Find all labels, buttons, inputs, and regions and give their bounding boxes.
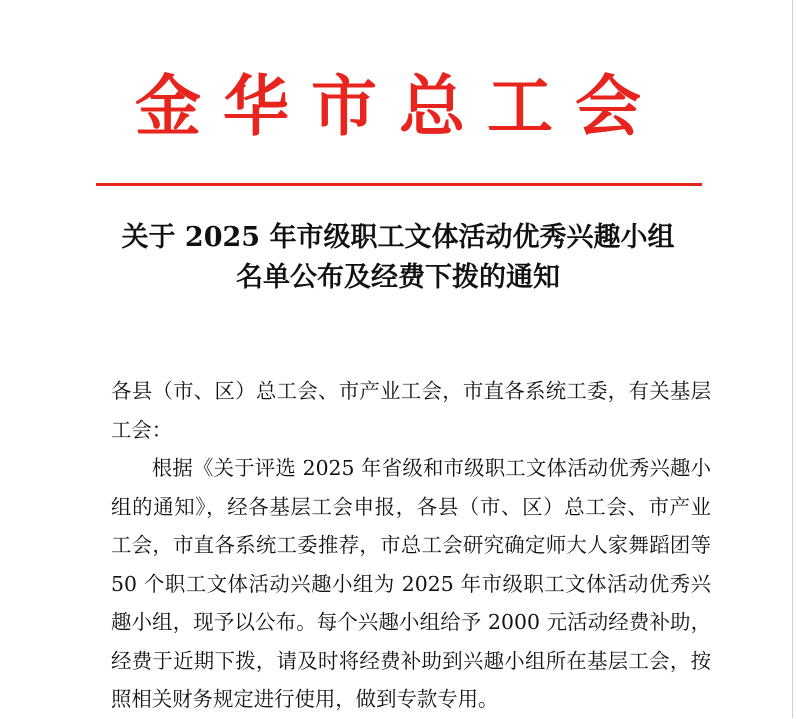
document-body xyxy=(111,372,711,719)
document-title-line-1: 关于 2025 年市级职工文体活动优秀兴趣小组 xyxy=(121,222,675,253)
body-paragraph: 根据《关于评选 2025 年省级和市级职工文体活动优秀兴趣小组的通知》，经各基层工会申报，各县（市、区）总工会、市产业工会，市直各系统工委推荐，市总工会研究确定师大人家舞蹈团等 50 个职工文体活动兴趣小组为 2025 年市级职工文体活动优秀兴趣小组，现予以公布。每个兴趣小组给予 2000 元活动经费补助，经费于近期下拨，请及时将经费补助到兴趣小组所在基层工会，按照相关财务规定进行使用，做到专款专用。 xyxy=(111,456,711,711)
document-title xyxy=(60,218,736,298)
salutation: 各县（市、区）总工会、市产业工会，市直各系统工委，有关基层工会： xyxy=(111,379,711,442)
masthead-title: 金华市总工会 xyxy=(135,67,663,145)
page-edge xyxy=(792,0,793,718)
red-divider-line xyxy=(96,183,702,186)
document-title-line-2: 名单公布及经费下拨的通知 xyxy=(236,262,560,293)
